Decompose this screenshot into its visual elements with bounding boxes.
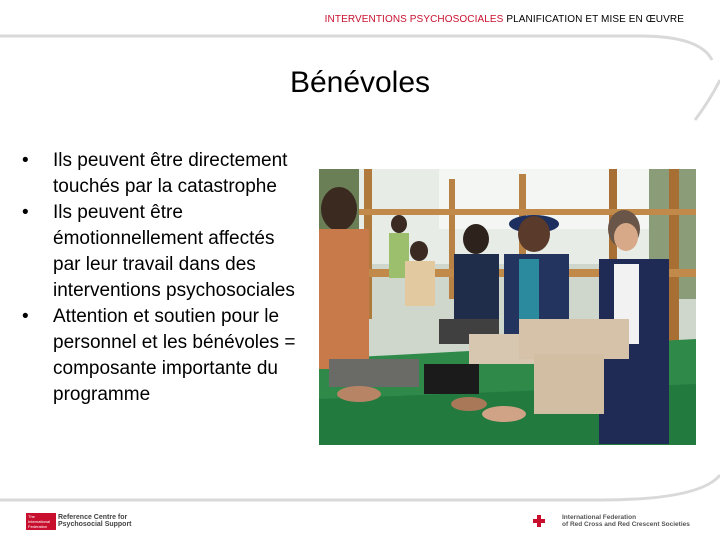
header-caption-prefix: INTERVENTIONS PSYCHOSOCIALES (324, 14, 504, 25)
bullet-list (22, 148, 300, 408)
bullet-text: Ils peuvent être directement touchés par la catastrophe (53, 150, 288, 197)
reference-centre-logo (26, 512, 132, 530)
ifrc-logo (533, 512, 690, 530)
bullet-marker: • (22, 202, 29, 223)
red-cross-crescent-emblem-icon (533, 513, 559, 529)
reference-centre-line2: Psychosocial Support (58, 521, 132, 528)
bullet-item (22, 200, 300, 304)
header-caption-rest: PLANIFICATION ET MISE EN ŒUVRE (503, 14, 684, 25)
bullet-text: Ils peuvent être émotionnellement affectés par leur travail dans des interventions psychosociales (53, 202, 295, 301)
reference-centre-badge: The International Federation (26, 513, 56, 530)
bullet-item (22, 148, 300, 200)
slide-title: Bénévoles (289, 66, 431, 99)
reference-centre-line1: Reference Centre for (58, 514, 128, 521)
bullet-text: Attention et soutien pour le personnel et les bénévoles = composante importante du programme (53, 306, 296, 405)
header-caption (325, 14, 684, 25)
ifrc-line1: International Federation (562, 514, 637, 521)
bullet-marker: • (22, 306, 29, 327)
volunteers-photo (319, 169, 696, 445)
bullet-item (22, 304, 300, 408)
bullet-marker: • (22, 150, 29, 171)
ifrc-line2: of Red Cross and Red Crescent Societies (562, 521, 690, 528)
